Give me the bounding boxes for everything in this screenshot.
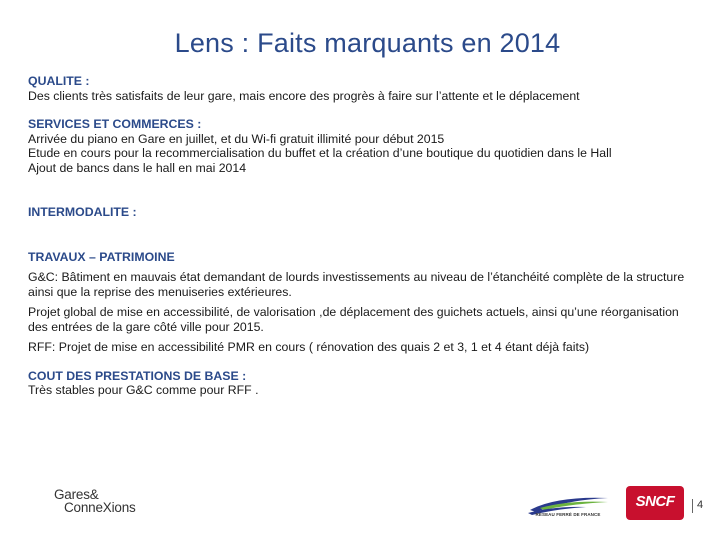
gc-logo-line-2: ConneXions [64,500,136,515]
cout-text: Très stables pour G&C comme pour RFF . [28,383,259,397]
section-heading-intermodalite: INTERMODALITE : [28,205,137,219]
services-text-line: Ajout de bancs dans le hall en mai 2014 [28,160,247,175]
gc-logo-line-1: Gares& [54,487,99,502]
page-title: Lens : Faits marquants en 2014 [174,28,561,58]
section-heading-travaux: TRAVAUX – PATRIMOINE [28,249,175,264]
qualite-text: Des clients très satisfaits de leur gare, mais encore des progrès à faire sur l’attente et le déplacement [28,88,580,103]
section-heading-qualite: QUALITE : [28,74,90,88]
slide-content [28,74,700,398]
sncf-logo-text: SNCF [635,493,675,510]
services-text-line: Arrivée du piano en Gare en juillet, et du Wi-fi gratuit illimité pour début 2015 [28,131,445,146]
gares-connexions-logo [54,488,174,520]
travaux-paragraph: G&C: Bâtiment en mauvais état demandant de lourds investissements au niveau de l’étanchéité complète de la structure ainsi que la reprise des menuiseries extérieures. [28,270,685,299]
page-number-separator [692,499,693,513]
section-heading-services: SERVICES ET COMMERCES : [28,117,202,131]
rff-caption: RÉSEAU FERRÉ DE FRANCE [535,512,601,517]
page-number: 4 [697,499,704,511]
services-text-line: Etude en cours pour la recommercialisation du buffet et la création d’une boutique du quotidien dans le Hall [28,146,612,160]
section-heading-cout: COUT DES PRESTATIONS DE BASE : [28,368,247,383]
travaux-paragraph: Projet global de mise en accessibilité, de valorisation ,de déplacement des guichets actuels, ainsi qu’une réorganisation des entrées de la gare côté ville pour 2015. [28,305,679,334]
travaux-paragraph: RFF: Projet de mise en accessibilité PMR en cours ( rénovation des quais 2 et 3, 1 et 4 étant déjà faits) [28,340,590,354]
rff-logo [526,490,610,522]
